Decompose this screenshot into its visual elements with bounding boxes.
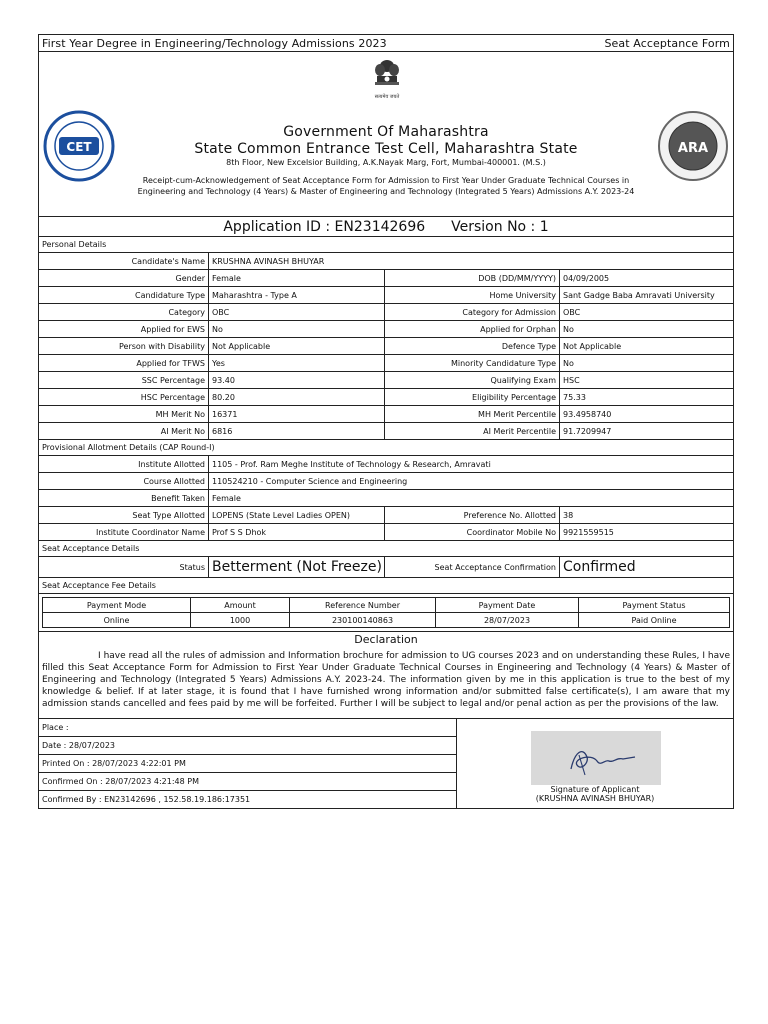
label: Benefit Taken [39,490,209,506]
row-course [39,473,733,490]
hsc-value: 80.20 [209,389,385,405]
section-allotment-details: Provisional Allotment Details (CAP Round-I) [39,440,733,456]
section-acceptance-details: Seat Acceptance Details [39,541,733,557]
application-id-bar [39,217,733,237]
label: Category [39,304,209,320]
label: HSC Percentage [39,389,209,405]
mh-percentile-value: 93.4958740 [563,409,612,419]
ara-logo-text: ARA [677,141,709,156]
seat-type-value: LOPENS (State Level Ladies OPEN) [209,507,385,523]
label: Eligibility Percentage [385,389,560,405]
fee-header-row [43,598,730,613]
row-coordinator [39,524,733,541]
signature-area [457,719,733,808]
orphan-value: No [563,324,574,334]
emblem-caption: सत्यमेव जयते [374,94,400,100]
seat-acceptance-form [38,34,734,809]
cell-address: 8th Floor, New Excelsior Building, A.K.Nayak Marg, Fort, Mumbai-400001. (M.S.) [226,158,546,167]
coordinator-mobile-value: 9921559515 [563,527,614,537]
label: Seat Acceptance Confirmation [385,557,560,577]
label: Candidate's Name [39,253,209,269]
row-category [39,304,733,321]
fee-header: Payment Mode [43,598,191,613]
ssc-value: 93.40 [209,372,385,388]
label: SSC Percentage [39,372,209,388]
declaration-text [39,648,733,719]
signature-name: (KRUSHNA AVINASH BHUYAR) [535,794,655,803]
fee-cell: 1000 [191,613,290,628]
label: Course Allotted [39,473,209,489]
section-personal-details: Personal Details [39,237,733,253]
label: Defence Type [385,338,560,354]
benefit-value: Female [212,493,241,503]
row-disability-defence [39,338,733,355]
label: Applied for TFWS [39,355,209,371]
minority-value: No [563,358,574,368]
row-seat-type [39,507,733,524]
course-value: 110524210 - Computer Science and Engineering [212,476,408,486]
confirmed-by: Confirmed By : EN23142696 , 152.58.19.186:17351 [42,795,251,804]
form-header [39,52,733,217]
fee-header: Reference Number [290,598,436,613]
dob-value: 04/09/2005 [563,273,610,283]
qualifying-exam-value: HSC [563,375,580,385]
cet-logo-text: CET [66,140,92,154]
receipt-description: Receipt-cum-Acknowledgement of Seat Acceptance Form for Admission to First Year Under Graduate Technical Courses in Engineering and Technology (4 Years) & Master of Engineering and Technology (Integrated 5 Years) Admissions A.Y. 2023-24 [137,176,635,196]
category-admission-value: OBC [563,307,581,317]
row-gender-dob [39,270,733,287]
form-top-bar [39,35,733,52]
label: DOB (DD/MM/YYYY) [385,270,560,286]
date-field: Date : 28/07/2023 [39,737,456,755]
label: Coordinator Mobile No [385,524,560,540]
row-benefit [39,490,733,507]
row-candidate-name [39,253,733,270]
national-emblem-icon [369,56,405,104]
label: MH Merit Percentile [385,406,560,422]
admission-title: First Year Degree in Engineering/Technology Admissions 2023 [42,36,387,50]
declaration-body: I have read all the rules of admission and Information brochure for admission to UG courses 2023 and on understanding these Rules, I have filled this Seat Acceptance Form for Admission to First Year Under Graduate Technical Courses in Engineering and Technology (4 Years) & Master of Engineering and Technology (Integrated 5 Years) Admissions A.Y. 2023-24. The information given by me in this application is true to the best of my knowledge & belief. If at later stage, it is found that I have furnished wrong information and/or submitted false certificate(s), I am aware that my admission stands cancelled and fees paid by me will be forfeited. Further I will be subject to legal and/or penal action as per the provisions of the law. [42,651,730,709]
row-mh-merit [39,406,733,423]
fee-table-wrap [39,594,733,632]
row-institute [39,456,733,473]
label: AI Merit Percentile [385,423,560,439]
candidature-value: Maharashtra - Type A [209,287,385,303]
defence-value: Not Applicable [563,341,622,351]
confirmed-on: Confirmed On : 28/07/2023 4:21:48 PM [39,773,456,791]
fee-header: Amount [191,598,290,613]
ews-value: No [209,321,385,337]
label: MH Merit No [39,406,209,422]
declaration-title: Declaration [354,633,418,646]
label: Home University [385,287,560,303]
signature-scribble-icon [531,731,661,785]
label: Applied for EWS [39,321,209,337]
label: Category for Admission [385,304,560,320]
label: Institute Coordinator Name [39,524,209,540]
label: AI Merit No [39,423,209,439]
footer-section [39,719,733,808]
signature-caption [457,785,733,803]
gender-value: Female [209,270,385,286]
coordinator-value: Prof S S Dhok [209,524,385,540]
label: Institute Allotted [39,456,209,472]
fee-cell: Online [43,613,191,628]
fee-cell: Paid Online [579,613,730,628]
signature-image [531,731,661,785]
disability-value: Not Applicable [209,338,385,354]
form-title: Seat Acceptance Form [604,36,730,50]
place-field: Place : [39,719,456,737]
eligibility-value: 75.33 [563,392,586,402]
version-number: Version No : 1 [451,218,549,235]
preference-value: 38 [563,510,574,520]
fee-cell: 28/07/2023 [436,613,579,628]
row-tfws-minority [39,355,733,372]
label: Gender [39,270,209,286]
row-status [39,557,733,578]
status-value: Betterment (Not Freeze) [209,557,385,577]
signature-label: Signature of Applicant [550,785,640,794]
fee-header: Payment Date [436,598,579,613]
label: Seat Type Allotted [39,507,209,523]
tfws-value: Yes [209,355,385,371]
row-candidature [39,287,733,304]
row-ews-orphan [39,321,733,338]
section-fee-details: Seat Acceptance Fee Details [39,578,733,594]
footer-details [39,719,457,808]
label: Minority Candidature Type [385,355,560,371]
label: Person with Disability [39,338,209,354]
label: Qualifying Exam [385,372,560,388]
label: Status [39,557,209,577]
government-title: Government Of Maharashtra [283,124,489,140]
label: Preference No. Allotted [385,507,560,523]
fee-cell: 230100140863 [290,613,436,628]
application-id: Application ID : EN23142696 [223,218,426,235]
label: Candidature Type [39,287,209,303]
candidate-name: KRUSHNA AVINASH BHUYAR [212,256,325,266]
ai-merit-value: 6816 [209,423,385,439]
home-university-value: Sant Gadge Baba Amravati University [563,290,715,300]
category-value: OBC [209,304,385,320]
mh-merit-value: 16371 [209,406,385,422]
ai-percentile-value: 91.7209947 [563,426,612,436]
institute-value: 1105 - Prof. Ram Meghe Institute of Technology & Research, Amravati [212,459,491,469]
fee-data-row [43,613,730,628]
row-ai-merit [39,423,733,440]
row-hsc-eligibility [39,389,733,406]
confirmation-value: Confirmed [563,559,636,575]
fee-table [42,597,730,628]
printed-on: Printed On : 28/07/2023 4:22:01 PM [39,755,456,773]
cell-title: State Common Entrance Test Cell, Maharashtra State [194,141,578,157]
row-ssc-qualifying [39,372,733,389]
fee-header: Payment Status [579,598,730,613]
label: Applied for Orphan [385,321,560,337]
ara-logo-icon [657,110,729,182]
